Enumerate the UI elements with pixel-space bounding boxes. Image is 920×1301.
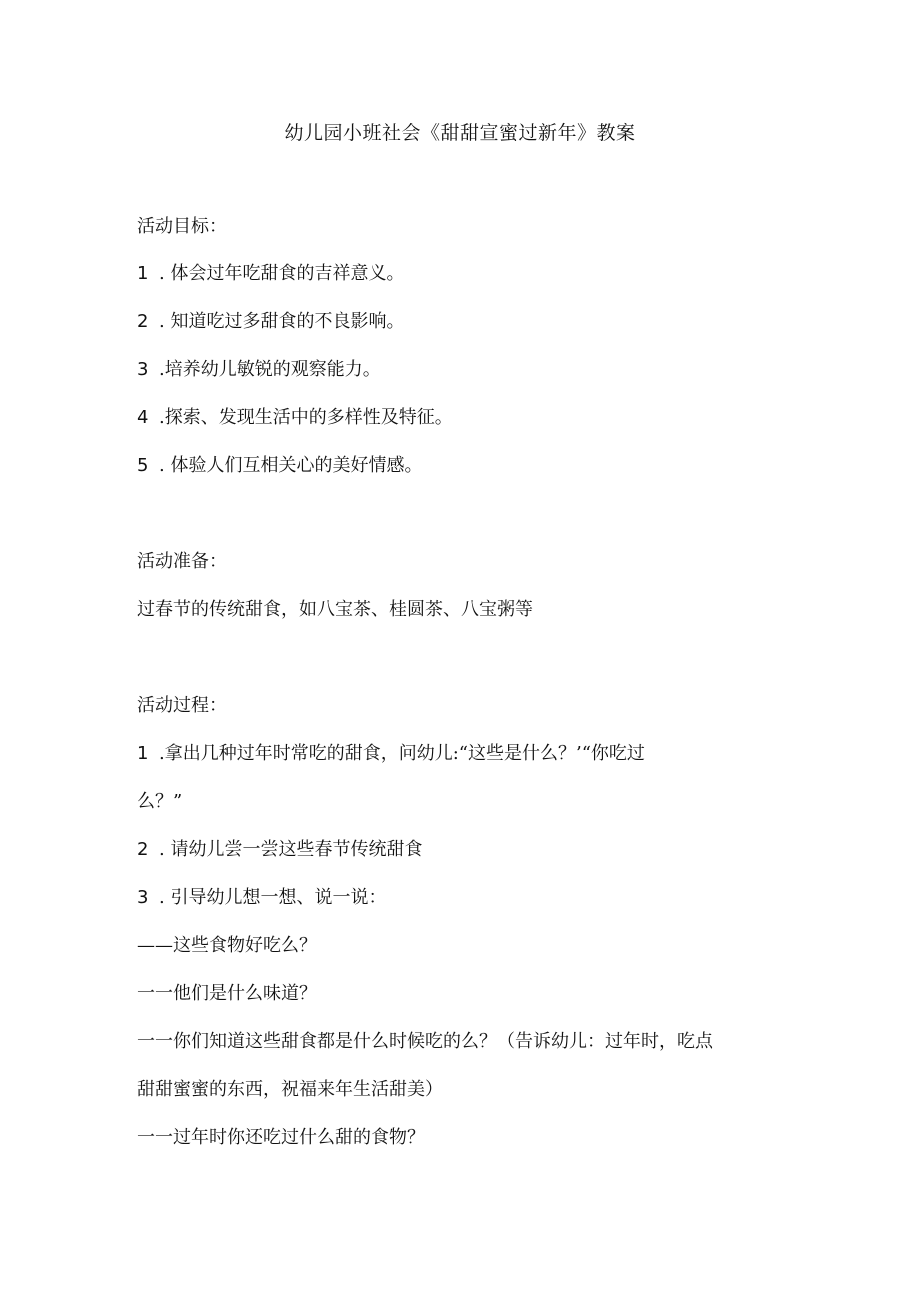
goal-text: . 体验人们互相关心的美好情感。 [159, 455, 423, 476]
question-line: 一一你们知道这些甜食都是什么时候吃的么？（告诉幼儿：过年时，吃点 [137, 1031, 713, 1052]
question-line: 一一他们是什么味道？ [137, 983, 317, 1004]
process-text: . 引导幼儿想一想、说一说： [159, 887, 387, 908]
goal-item [137, 358, 381, 382]
process-item-continuation [137, 790, 182, 814]
goal-text: .探索、发现生活中的多样性及特征。 [159, 407, 453, 428]
goal-number: 1 [137, 263, 149, 284]
goal-text: . 体会过年吃甜食的吉祥意义。 [159, 263, 405, 284]
process-item [137, 838, 422, 862]
prep-heading: 活动准备： [137, 551, 227, 572]
process-item [137, 886, 386, 910]
goal-number: 2 [137, 311, 149, 332]
goal-item [137, 406, 453, 430]
goal-number: 5 [137, 455, 149, 476]
question-line: 甜甜蜜蜜的东西，祝福来年生活甜美） [137, 1079, 443, 1100]
process-text: 么？” [137, 791, 183, 812]
question-line: 一一过年时你还吃过什么甜的食物？ [137, 1127, 425, 1148]
goal-item [137, 262, 404, 286]
process-item [137, 742, 645, 766]
goals-heading: 活动目标： [137, 216, 227, 237]
goal-text: . 知道吃过多甜食的不良影响。 [159, 311, 405, 332]
goal-number: 3 [137, 359, 149, 380]
process-text: . 请幼儿尝一尝这些春节传统甜食 [159, 839, 423, 860]
goal-item [137, 310, 404, 334]
goal-number: 4 [137, 407, 149, 428]
process-number: 2 [137, 839, 149, 860]
process-text: .拿出几种过年时常吃的甜食，问幼儿:“这些是什么？’“你吃过 [159, 743, 645, 764]
process-number: 3 [137, 887, 149, 908]
document-title: 幼儿园小班社会《甜甜宣蜜过新年》教案 [284, 122, 636, 144]
question-line: ——这些食物好吃么？ [137, 935, 317, 956]
process-heading: 活动过程： [137, 695, 227, 716]
prep-text: 过春节的传统甜食，如八宝茶、桂圆茶、八宝粥等 [137, 599, 533, 620]
goal-text: .培养幼儿敏锐的观察能力。 [159, 359, 381, 380]
process-number: 1 [137, 743, 149, 764]
goal-item [137, 454, 422, 478]
